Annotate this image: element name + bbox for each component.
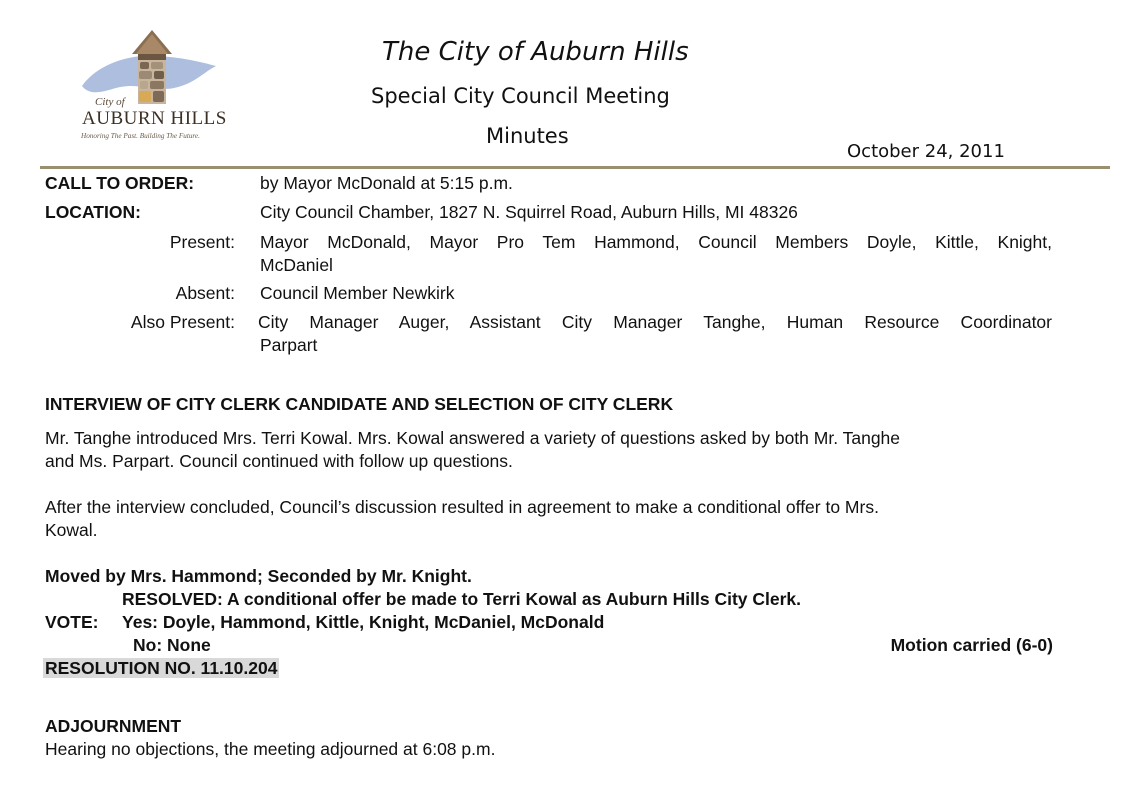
logo-tagline: Honoring The Past. Building The Future. xyxy=(81,132,200,140)
present-line-2: McDaniel xyxy=(260,255,333,275)
logo-name: AUBURN HILLS xyxy=(82,108,227,129)
present-label: Present: xyxy=(169,232,235,252)
meeting-type: Special City Council Meeting xyxy=(371,84,670,108)
absent-label: Absent: xyxy=(175,283,235,303)
header-divider xyxy=(40,166,1110,169)
location-value: City Council Chamber, 1827 N. Squirrel Road, Auburn Hills, MI 48326 xyxy=(260,202,798,222)
logo-city-of: City of xyxy=(95,96,125,108)
document-title: The City of Auburn Hills xyxy=(382,37,689,67)
interview-paragraph-1-line-1: Mr. Tanghe introduced Mrs. Terri Kowal. Mrs. Kowal answered a variety of questions asked by both Mr. Tanghe xyxy=(45,428,901,448)
call-to-order-value: by Mayor McDonald at 5:15 p.m. xyxy=(260,173,513,193)
location-label: LOCATION: xyxy=(45,202,141,222)
vote-label: VOTE: xyxy=(45,612,99,632)
vote-yes: Yes: Doyle, Hammond, Kittle, Knight, McDaniel, McDonald xyxy=(122,612,605,632)
also-present-line-1: City Manager Auger, Assistant City Manager Tanghe, Human Resource Coordinator xyxy=(258,312,1052,332)
also-present-label: Also Present: xyxy=(130,312,235,332)
interview-paragraph-1-line-2: and Ms. Parpart. Council continued with follow up questions. xyxy=(45,451,513,471)
adjournment-text: Hearing no objections, the meeting adjourned at 6:08 p.m. xyxy=(45,739,496,759)
meeting-date: October 24, 2011 xyxy=(847,141,1005,162)
vote-no: No: None xyxy=(133,635,211,655)
present-line-1: Mayor McDonald, Mayor Pro Tem Hammond, Council Members Doyle, Kittle, Knight, xyxy=(260,232,1052,252)
motion-result: Motion carried (6-0) xyxy=(890,635,1053,655)
resolution-number: RESOLUTION NO. 11.10.204 xyxy=(45,658,278,678)
interview-paragraph-2-line-1: After the interview concluded, Council’s discussion resulted in agreement to make a conditional offer to Mrs. xyxy=(45,497,879,517)
also-present-line-2: Parpart xyxy=(260,335,318,355)
city-logo xyxy=(76,26,227,148)
motion-resolved: RESOLVED: A conditional offer be made to Terri Kowal as Auburn Hills City Clerk. xyxy=(122,589,802,609)
interview-paragraph-2-line-2: Kowal. xyxy=(45,520,98,540)
interview-heading: INTERVIEW OF CITY CLERK CANDIDATE AND SELECTION OF CITY CLERK xyxy=(45,394,674,414)
document-type: Minutes xyxy=(486,124,569,148)
call-to-order-label: CALL TO ORDER: xyxy=(45,173,195,193)
absent-value: Council Member Newkirk xyxy=(260,283,455,303)
adjournment-heading: ADJOURNMENT xyxy=(45,716,182,736)
motion-moved: Moved by Mrs. Hammond; Seconded by Mr. Knight. xyxy=(45,566,472,586)
